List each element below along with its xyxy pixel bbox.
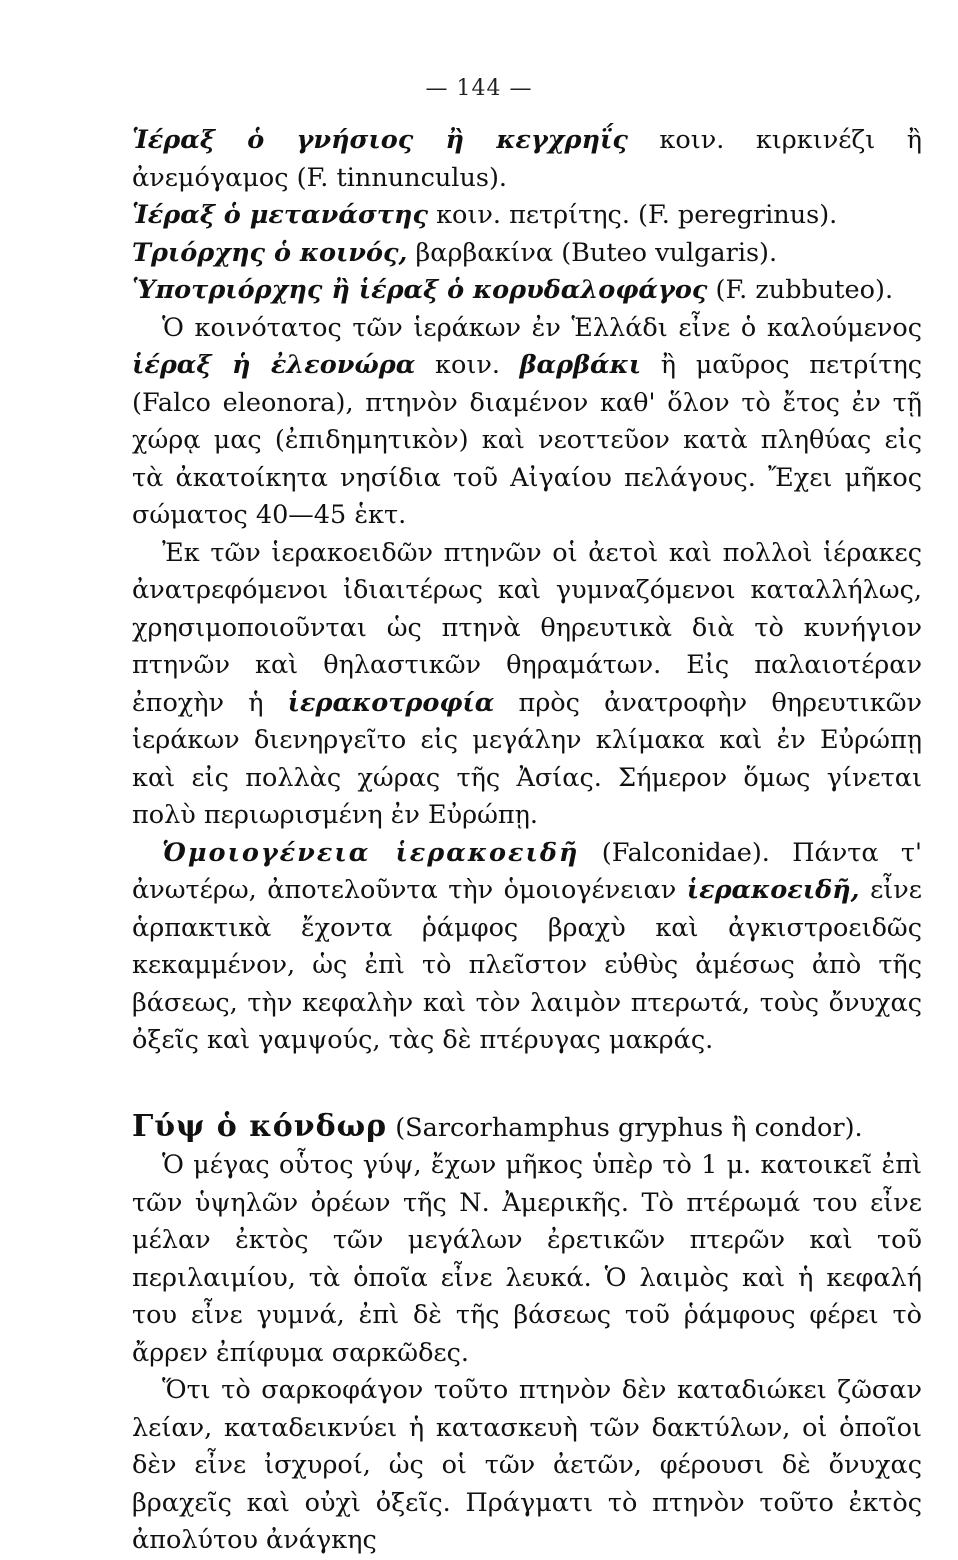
paragraph-hobby bbox=[132, 272, 922, 310]
common-name: βαρβάκι bbox=[519, 350, 642, 380]
paragraph-condor-behavior bbox=[132, 1372, 922, 1560]
paragraph-condor-description bbox=[132, 1147, 922, 1372]
term: ἱερακοειδῆ, bbox=[686, 875, 860, 905]
paragraph-text: Ὅτι τὸ σαρκοφάγον τοῦτο πτηνὸν δὲν καταδιώκει ζῶσαν λείαν, καταδεικνύει ἡ κατασκευὴ τῶν δακτύλων, οἱ ὁποῖοι δὲν εἶνε ἰσχυροί, ὡς οἱ τῶν ἀετῶν, φέρουσι δὲ ὄνυχας βραχεῖς καὶ οὐχὶ ὀξεῖς. Πράγματι τὸ πτηνὸν τοῦτο ἐκτὸς ἀπολύτου ἀνάγκης bbox=[132, 1375, 922, 1555]
term: ἱερακοτροφία bbox=[287, 687, 495, 718]
section-gap bbox=[132, 1060, 922, 1108]
paragraph-text: κοιν. κιρκινέζι ἢ ἀνεμόγαμος (F. tinnunculus). bbox=[132, 125, 923, 193]
paragraph-text: κοιν. πετρίτης. (F. peregrinus). bbox=[427, 200, 838, 230]
species-name: Ὑποτριόρχης ἢ ἱέραξ ὁ κορυδαλοφάγος bbox=[132, 275, 708, 305]
species-name: Ἱέραξ ὁ μετανάστης bbox=[132, 200, 428, 230]
paragraph-kestrel bbox=[132, 122, 922, 197]
paragraph-peregrine bbox=[132, 197, 922, 235]
paragraph-falconry bbox=[132, 535, 922, 835]
body-text bbox=[132, 122, 922, 1560]
paragraph-text: Ὁ μέγας οὗτος γύψ, ἔχων μῆκος ὑπὲρ τὸ 1 μ. κατοικεῖ ἐπὶ τῶν ὑψηλῶν ὀρέων τῆς Ν. Ἀμερικῆς. Τὸ πτέρωμά του εἶνε μέλαν ἐκτὸς τῶν μεγάλων ἐρετικῶν πτερῶν καὶ τοῦ περιλαιμίου, τὰ ὁποῖα εἶνε λευκά. Ὁ λαιμὸς καὶ ἡ κεφαλή του εἶνε γυμνά, ἐπὶ δὲ τῆς βάσεως τοῦ ῥάμφους φέρει τὸ ἄρρεν ἐπίφυμα σαρκῶδες. bbox=[132, 1150, 922, 1368]
paragraph-buzzard bbox=[132, 235, 922, 273]
species-name: ἱέραξ ἡ ἐλεονώρα bbox=[132, 350, 416, 380]
paragraph-text: κοιν. bbox=[415, 350, 520, 380]
paragraph-text: Ὁ κοινότατος τῶν ἱεράκων ἐν Ἑλλάδι εἶνε ὁ καλούμενος bbox=[162, 312, 922, 343]
section-heading: Γύψ ὁ κόνδωρ bbox=[132, 1108, 388, 1144]
paragraph-text: ἢ μαῦρος πετρίτης (Falco eleonora), πτηνὸν διαμένον καθ' ὅλον τὸ ἔτος ἐν τῇ χώρᾳ μας (ἐπιδημητικὸν) καὶ νεοττεῦον κατὰ πληθύας εἰς τὰ ἀκατοίκητα νησίδια τοῦ Αἰγαίου πελάγους. Ἔχει μῆκος σώματος 40—45 ἑκτ. bbox=[132, 350, 922, 530]
species-name: Ἱέραξ ὁ γνήσιος ἢ κεγχρηΐς bbox=[132, 125, 628, 155]
paragraph-text: πρὸς ἀνατροφὴν θηρευτικῶν ἱεράκων διενηργεῖτο εἰς μεγάλην κλίμακα καὶ ἐν Εὐρώπῃ καὶ εἰς πολλὰς χώρας τῆς Ἀσίας. Σήμερον ὅμως γίνεται πολὺ περιωρισμένη ἐν Εὐρώπῃ. bbox=[132, 687, 922, 830]
paragraph-text: (Falconidae). Πάντα τ' ἀνωτέρω, ἀποτελοῦντα τὴν ὁμοιογένειαν bbox=[132, 837, 923, 905]
paragraph-text: (Sarcorhamphus gryphus ἢ condor). bbox=[387, 1112, 863, 1143]
family-heading: Ὁμοιογένεια ἱερακοειδῆ bbox=[162, 837, 580, 868]
paragraph-text: Ἐκ τῶν ἱερακοειδῶν πτηνῶν οἱ ἀετοὶ καὶ πολλοὶ ἱέρακες ἀνατρεφόμενοι ἰδιαιτέρως καὶ γυμναζόμενοι καταλλήλως, χρησιμοποιοῦνται ὡς πτηνὰ θηρευτικὰ διὰ τὸ κυνήγιον πτηνῶν καὶ θηλαστικῶν θηραμάτων. Εἰς παλαιοτέραν ἐποχὴν ἡ bbox=[132, 537, 922, 718]
paragraph-eleonora bbox=[132, 310, 922, 535]
paragraph-text: (F. zubbuteo). bbox=[707, 275, 894, 305]
paragraph-text: εἶνε ἁρπακτικὰ ἔχοντα ῥάμφος βραχὺ καὶ ἀγκιστροειδῶς κεκαμμένον, ὡς ἐπὶ τὸ πλεῖστον εὐθὺς ἀμέσως ἀπὸ τῆς βάσεως, τὴν κεφαλὴν καὶ τὸν λαιμὸν πτερωτά, τοὺς ὄνυχας ὀξεῖς καὶ γαμψούς, τὰς δὲ πτέρυγας μακράς. bbox=[132, 875, 922, 1055]
paragraph-text: βαρβακίνα (Buteo vulgaris). bbox=[407, 237, 778, 268]
paragraph-condor-heading bbox=[132, 1108, 922, 1148]
species-name: Τριόρχης ὁ κοινός, bbox=[132, 237, 408, 268]
paragraph-falconidae bbox=[132, 835, 922, 1060]
page-number: — 144 — bbox=[425, 76, 533, 101]
